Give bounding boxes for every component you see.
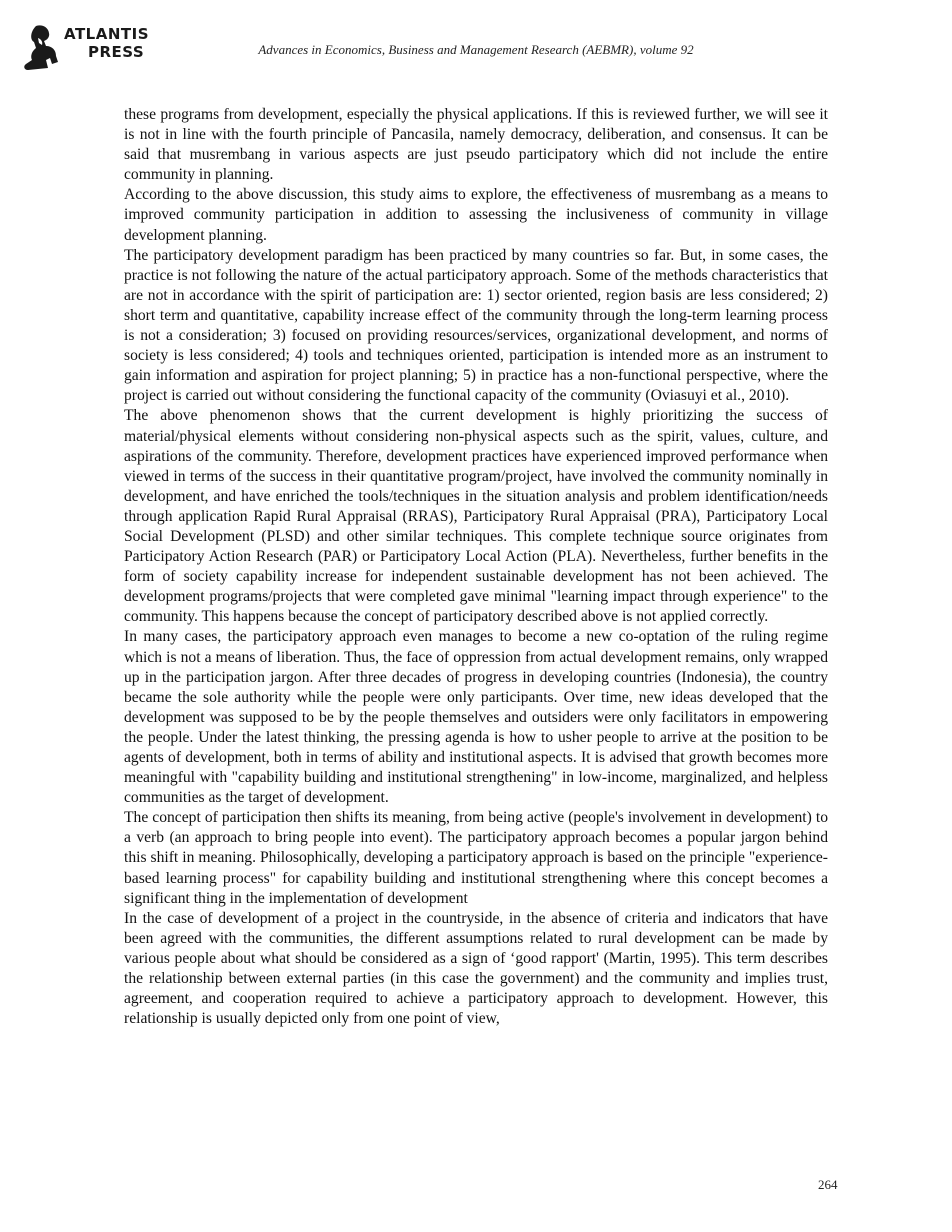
logo-text-press: PRESS [88, 43, 145, 61]
paragraph: According to the above discussion, this study aims to explore, the effectiveness of musrembang as a means to improved community participation in addition to assessing the inclusiveness of community in village development planning. [124, 186, 828, 244]
logo-text-atlantis: ATLANTIS [64, 25, 150, 43]
paragraph: In many cases, the participatory approach even manages to become a new co-optation of the ruling regime which is not a means of liberation. Thus, the face of oppression from actual development remains, only wrapped up in the participation jargon. After three decades of progress in developing countries (Indonesia), the country became the sole authority while the people were only participants. Over time, new ideas developed that the development was supposed to be by the people themselves and outsiders were only facilitators in empowering the people. Under the latest thinking, the pressing agenda is how to usher people to arrive at the position to be agents of development, both in terms of ability and institutional aspects. It is advised that growth becomes more meaningful with "capability building and institutional strengthening" in low-income, marginalized, and helpless communities as the target of development. [124, 628, 828, 807]
paragraph: The participatory development paradigm has been practiced by many countries so far. But, in some cases, the practice is not following the nature of the actual participatory approach. Some of the methods characteristics that are not in accordance with the spirit of participation are: 1) sector oriented, region basis are less considered; 2) short term and quantitative, capability increase effect of the community through the long-term learning process is not a consideration; 3) focused on providing resources/services, organizational development, and norms of society is less considered; 4) tools and techniques oriented, participation is intended more as an instrument to gain information and aspiration for project planning; 5) in practice has a non-functional perspective, where the project is carried out without considering the functional capacity of the community (Oviasuyi et al., 2010). [124, 246, 828, 405]
page-number: 264 [818, 1177, 838, 1192]
paragraph: In the case of development of a project in the countryside, in the absence of criteria and indicators that have been agreed with the communities, the different assumptions related to rural development can be made by various people about what should be considered as a sign of ‘good rapport' (Martin, 1995). This term describes the relationship between external parties (in this case the government) and the community and implies trust, agreement, and cooperation required to achieve a participatory approach to development. However, this relationship is usually depicted only from one point of view, [124, 909, 828, 1028]
body-text [124, 105, 828, 1029]
running-head: Advances in Economics, Business and Management Research (AEBMR), volume 92 [258, 42, 694, 57]
paragraph: The concept of participation then shifts its meaning, from being active (people's involvement in development) to a verb (an approach to bring people into event). The participatory approach becomes a popular jargon behind this shift in meaning. Philosophically, developing a participatory approach is based on the principle "experience-based learning process" for capability building and institutional strengthening where this concept becomes a significant thing in the implementation of development [124, 809, 828, 907]
paragraph: these programs from development, especially the physical applications. If this is reviewed further, we will see it is not in line with the fourth principle of Pancasila, namely democracy, deliberation, and consensus. It can be said that musrembang in various aspects are just pseudo participatory which did not include the entire community in planning. [124, 106, 828, 184]
paragraph: The above phenomenon shows that the current development is highly prioritizing the success of material/physical elements without considering non-physical aspects such as the spirit, values, culture, and aspirations of the community. Therefore, development practices have experienced improved performance when viewed in terms of the success in their quantitative program/project, have involved the community nominally in development, and have enriched the tools/techniques in the situation analysis and problem identification/needs through application Rapid Rural Appraisal (RRAS), Participatory Rural Appraisal (PRA), Participatory Local Social Development (PLSD) and other similar techniques. This complete technique source originates from Participatory Action Research (PAR) or Participatory Local Action (PLA). Nevertheless, further benefits in the form of society capability increase for independent sustainable development has not been achieved. The development programs/projects that were completed gave minimal "learning impact through experience" to the community. This happens because the concept of participatory described above is not applied correctly. [124, 407, 828, 626]
